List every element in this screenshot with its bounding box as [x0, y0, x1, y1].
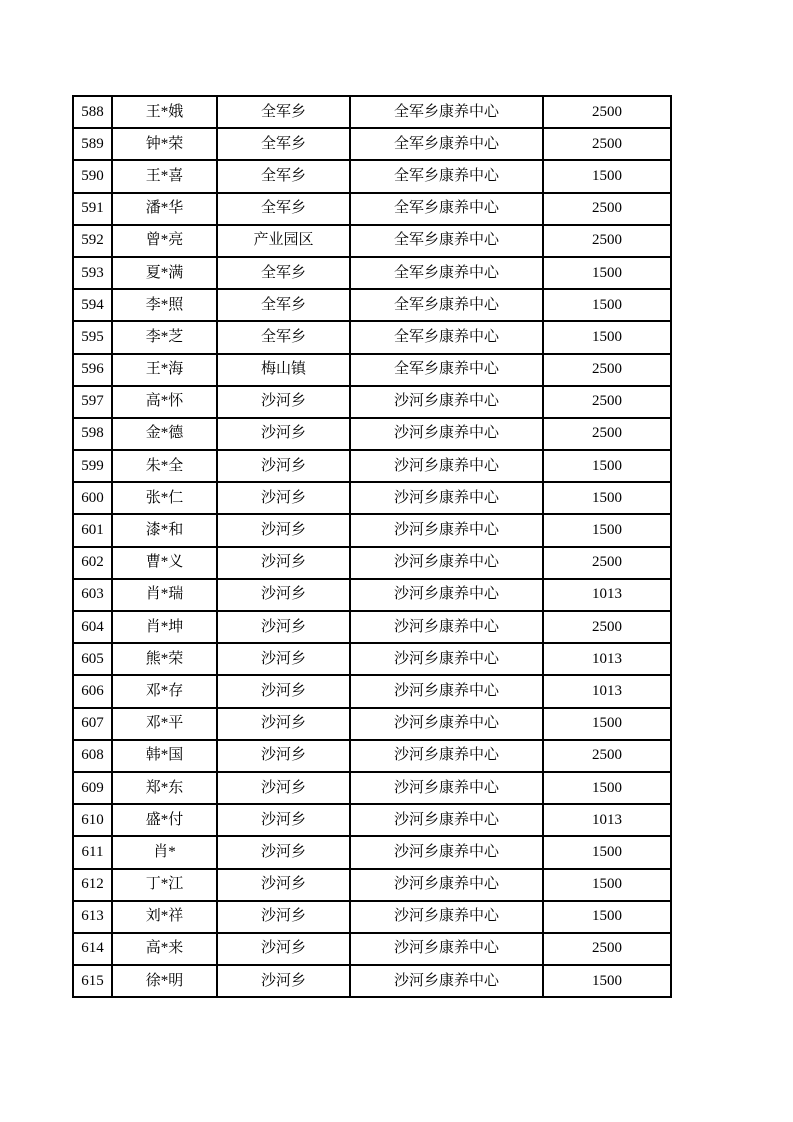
cell-amount: 2500: [543, 386, 671, 418]
table-row: [73, 804, 671, 836]
cell-center: 沙河乡康养中心: [350, 643, 543, 675]
cell-township: 全军乡: [217, 289, 350, 321]
cell-township: 沙河乡: [217, 869, 350, 901]
cell-amount: 1500: [543, 965, 671, 997]
cell-index: 589: [73, 128, 112, 160]
table-row: [73, 643, 671, 675]
table-row: [73, 418, 671, 450]
cell-index: 612: [73, 869, 112, 901]
table-row: [73, 482, 671, 514]
cell-name: 邓*存: [112, 675, 217, 707]
table-row: [73, 225, 671, 257]
cell-center: 全军乡康养中心: [350, 128, 543, 160]
cell-name: 徐*明: [112, 965, 217, 997]
cell-amount: 2500: [543, 354, 671, 386]
cell-index: 598: [73, 418, 112, 450]
cell-township: 沙河乡: [217, 579, 350, 611]
table-row: [73, 708, 671, 740]
cell-center: 沙河乡康养中心: [350, 482, 543, 514]
cell-name: 熊*荣: [112, 643, 217, 675]
cell-name: 潘*华: [112, 193, 217, 225]
cell-center: 全军乡康养中心: [350, 193, 543, 225]
table-row: [73, 514, 671, 546]
cell-township: 全军乡: [217, 128, 350, 160]
cell-township: 沙河乡: [217, 450, 350, 482]
cell-township: 沙河乡: [217, 772, 350, 804]
cell-township: 全军乡: [217, 257, 350, 289]
cell-name: 韩*国: [112, 740, 217, 772]
cell-index: 610: [73, 804, 112, 836]
cell-township: 沙河乡: [217, 547, 350, 579]
cell-amount: 1500: [543, 901, 671, 933]
table-row: [73, 675, 671, 707]
cell-center: 全军乡康养中心: [350, 354, 543, 386]
table-body: [73, 96, 671, 997]
cell-name: 李*照: [112, 289, 217, 321]
cell-center: 全军乡康养中心: [350, 321, 543, 353]
cell-index: 600: [73, 482, 112, 514]
cell-index: 615: [73, 965, 112, 997]
table-row: [73, 965, 671, 997]
cell-amount: 1500: [543, 869, 671, 901]
cell-amount: 2500: [543, 193, 671, 225]
cell-name: 李*芝: [112, 321, 217, 353]
cell-amount: 1500: [543, 772, 671, 804]
cell-amount: 1500: [543, 482, 671, 514]
cell-name: 肖*坤: [112, 611, 217, 643]
cell-index: 592: [73, 225, 112, 257]
cell-name: 王*海: [112, 354, 217, 386]
cell-township: 全军乡: [217, 160, 350, 192]
cell-center: 全军乡康养中心: [350, 225, 543, 257]
cell-township: 沙河乡: [217, 901, 350, 933]
cell-township: 沙河乡: [217, 386, 350, 418]
table-row: [73, 354, 671, 386]
cell-index: 595: [73, 321, 112, 353]
cell-township: 沙河乡: [217, 740, 350, 772]
cell-township: 沙河乡: [217, 804, 350, 836]
cell-name: 刘*祥: [112, 901, 217, 933]
cell-index: 603: [73, 579, 112, 611]
cell-amount: 2500: [543, 611, 671, 643]
cell-index: 606: [73, 675, 112, 707]
cell-center: 沙河乡康养中心: [350, 514, 543, 546]
table-row: [73, 740, 671, 772]
cell-center: 沙河乡康养中心: [350, 708, 543, 740]
cell-township: 沙河乡: [217, 708, 350, 740]
cell-index: 607: [73, 708, 112, 740]
cell-amount: 1500: [543, 321, 671, 353]
cell-name: 朱*全: [112, 450, 217, 482]
cell-name: 王*娥: [112, 96, 217, 128]
table-row: [73, 321, 671, 353]
table-row: [73, 579, 671, 611]
cell-center: 沙河乡康养中心: [350, 901, 543, 933]
table-row: [73, 901, 671, 933]
cell-township: 全军乡: [217, 96, 350, 128]
cell-amount: 2500: [543, 933, 671, 965]
cell-township: 沙河乡: [217, 933, 350, 965]
cell-township: 产业园区: [217, 225, 350, 257]
cell-index: 594: [73, 289, 112, 321]
cell-township: 沙河乡: [217, 418, 350, 450]
cell-center: 全军乡康养中心: [350, 289, 543, 321]
cell-index: 596: [73, 354, 112, 386]
cell-amount: 2500: [543, 418, 671, 450]
cell-amount: 1500: [543, 708, 671, 740]
cell-name: 金*德: [112, 418, 217, 450]
cell-township: 沙河乡: [217, 675, 350, 707]
cell-amount: 1500: [543, 257, 671, 289]
cell-index: 597: [73, 386, 112, 418]
cell-township: 沙河乡: [217, 611, 350, 643]
cell-name: 王*喜: [112, 160, 217, 192]
table-row: [73, 772, 671, 804]
cell-amount: 2500: [543, 547, 671, 579]
cell-township: 沙河乡: [217, 965, 350, 997]
table-row: [73, 933, 671, 965]
table-row: [73, 547, 671, 579]
cell-township: 全军乡: [217, 321, 350, 353]
cell-index: 611: [73, 836, 112, 868]
table-row: [73, 128, 671, 160]
cell-index: 590: [73, 160, 112, 192]
cell-amount: 2500: [543, 128, 671, 160]
table-row: [73, 450, 671, 482]
cell-index: 614: [73, 933, 112, 965]
cell-index: 599: [73, 450, 112, 482]
table-row: [73, 193, 671, 225]
cell-amount: 1013: [543, 643, 671, 675]
cell-amount: 1013: [543, 804, 671, 836]
cell-index: 605: [73, 643, 112, 675]
cell-center: 全军乡康养中心: [350, 160, 543, 192]
cell-amount: 2500: [543, 740, 671, 772]
table-row: [73, 386, 671, 418]
cell-name: 郑*东: [112, 772, 217, 804]
cell-index: 593: [73, 257, 112, 289]
cell-amount: 2500: [543, 225, 671, 257]
cell-amount: 1013: [543, 675, 671, 707]
cell-center: 沙河乡康养中心: [350, 772, 543, 804]
cell-center: 全军乡康养中心: [350, 96, 543, 128]
table-row: [73, 869, 671, 901]
cell-name: 丁*江: [112, 869, 217, 901]
cell-center: 沙河乡康养中心: [350, 675, 543, 707]
cell-center: 沙河乡康养中心: [350, 740, 543, 772]
cell-index: 604: [73, 611, 112, 643]
cell-name: 肖*瑞: [112, 579, 217, 611]
cell-amount: 1500: [543, 836, 671, 868]
cell-center: 沙河乡康养中心: [350, 450, 543, 482]
table-row: [73, 257, 671, 289]
table-row: [73, 160, 671, 192]
cell-center: 沙河乡康养中心: [350, 386, 543, 418]
cell-amount: 1013: [543, 579, 671, 611]
cell-township: 沙河乡: [217, 643, 350, 675]
cell-center: 沙河乡康养中心: [350, 933, 543, 965]
cell-township: 沙河乡: [217, 482, 350, 514]
table-row: [73, 96, 671, 128]
cell-center: 全军乡康养中心: [350, 257, 543, 289]
cell-center: 沙河乡康养中心: [350, 547, 543, 579]
cell-center: 沙河乡康养中心: [350, 836, 543, 868]
cell-center: 沙河乡康养中心: [350, 869, 543, 901]
cell-name: 肖*: [112, 836, 217, 868]
table-row: [73, 289, 671, 321]
cell-name: 高*来: [112, 933, 217, 965]
cell-index: 601: [73, 514, 112, 546]
cell-amount: 1500: [543, 514, 671, 546]
cell-index: 591: [73, 193, 112, 225]
cell-name: 张*仁: [112, 482, 217, 514]
cell-amount: 2500: [543, 96, 671, 128]
cell-index: 588: [73, 96, 112, 128]
cell-name: 高*怀: [112, 386, 217, 418]
cell-name: 钟*荣: [112, 128, 217, 160]
cell-name: 夏*满: [112, 257, 217, 289]
cell-township: 沙河乡: [217, 836, 350, 868]
cell-center: 沙河乡康养中心: [350, 579, 543, 611]
cell-township: 全军乡: [217, 193, 350, 225]
cell-index: 608: [73, 740, 112, 772]
cell-center: 沙河乡康养中心: [350, 418, 543, 450]
cell-name: 曾*亮: [112, 225, 217, 257]
cell-amount: 1500: [543, 289, 671, 321]
cell-center: 沙河乡康养中心: [350, 611, 543, 643]
cell-index: 613: [73, 901, 112, 933]
cell-name: 邓*平: [112, 708, 217, 740]
cell-name: 曹*义: [112, 547, 217, 579]
cell-name: 漆*和: [112, 514, 217, 546]
table-row: [73, 611, 671, 643]
roster-table: [72, 95, 672, 998]
cell-index: 609: [73, 772, 112, 804]
cell-index: 602: [73, 547, 112, 579]
cell-township: 沙河乡: [217, 514, 350, 546]
cell-township: 梅山镇: [217, 354, 350, 386]
table-row: [73, 836, 671, 868]
cell-center: 沙河乡康养中心: [350, 804, 543, 836]
cell-amount: 1500: [543, 160, 671, 192]
cell-name: 盛*付: [112, 804, 217, 836]
cell-center: 沙河乡康养中心: [350, 965, 543, 997]
cell-amount: 1500: [543, 450, 671, 482]
